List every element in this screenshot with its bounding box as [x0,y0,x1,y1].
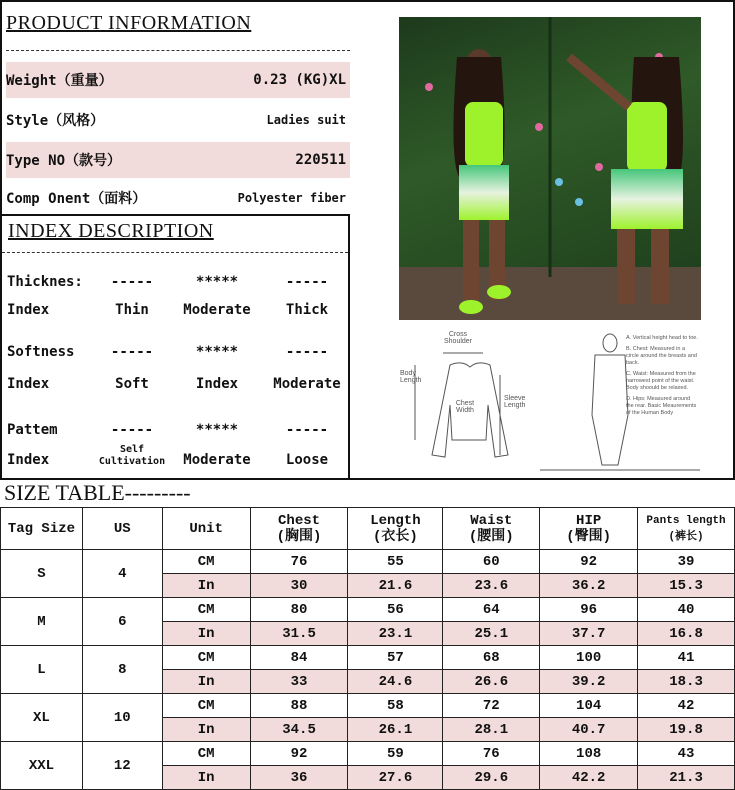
index-row [7,302,347,318]
in-value: 34.5 [250,718,348,742]
cm-value: 92 [540,550,638,574]
cm-value: 72 [443,694,540,718]
column-header: Length (衣长) [348,508,443,550]
index-cell: Self Cultivation [98,444,166,467]
index-cell: ----- [285,344,329,360]
cross-shoulder-label: Cross Shoulder [443,331,473,345]
note-a: A. Vertical height head to toe. [626,335,698,341]
unit-cm: CM [162,742,250,766]
cm-value: 43 [638,742,735,766]
info-value: 0.23 (KG)XL [253,72,346,88]
in-value: 36 [250,766,348,790]
index-cell: ----- [110,344,154,360]
divider [6,50,350,51]
unit-cm: CM [162,550,250,574]
size-table [0,507,735,790]
size-row-cm [1,742,735,766]
in-value: 26.1 [348,718,443,742]
in-value: 42.2 [540,766,638,790]
cm-value: 64 [443,598,540,622]
in-value: 21.6 [348,574,443,598]
sleeve-length-label: Sleeve Length [504,395,526,409]
index-cell: Moderate [183,302,251,318]
note-d: D. Hips: Measured around the rear. Basic Meaurements of the Human Body [626,396,697,416]
index-cell: Index [195,376,239,392]
index-cell: ----- [285,422,329,438]
column-header: Chest (胸围) [250,508,348,550]
in-value: 39.2 [540,670,638,694]
info-value: 220511 [295,152,346,168]
note-c: C. Waist: Measured from the narrowest point of the waist. Body shoould be relaxed. [626,371,696,391]
index-cell: ----- [110,422,154,438]
in-value: 25.1 [443,622,540,646]
column-header: Unit [162,508,250,550]
tag-size: M [1,598,83,646]
in-value: 23.1 [348,622,443,646]
index-cell: ***** [195,422,239,438]
cm-value: 92 [250,742,348,766]
column-header: Waist (腰围) [443,508,540,550]
column-header: Pants length (裤长) [638,508,735,550]
in-value: 36.2 [540,574,638,598]
in-value: 23.6 [443,574,540,598]
divider [2,252,348,253]
us-size: 12 [82,742,162,790]
body-length-label: Body Length [400,370,422,384]
cm-value: 76 [443,742,540,766]
index-cell: Softness [7,344,75,360]
product-info-row [6,180,350,216]
product-info-row [6,142,350,178]
in-value: 24.6 [348,670,443,694]
unit-in: In [162,670,250,694]
in-value: 18.3 [638,670,735,694]
unit-in: In [162,622,250,646]
index-cell: Pattem [7,422,58,438]
column-header: US [82,508,162,550]
us-size: 10 [82,694,162,742]
tag-size: XL [1,694,83,742]
chest-width-label: Chest Width [455,400,475,414]
info-value: Ladies suit [266,113,346,127]
unit-in: In [162,718,250,742]
size-table-title: SIZE TABLE--------- [4,480,191,505]
index-row [7,422,347,438]
cm-value: 56 [348,598,443,622]
cm-value: 100 [540,646,638,670]
in-value: 31.5 [250,622,348,646]
cm-value: 40 [638,598,735,622]
index-cell: Loose [285,452,329,468]
tag-size: S [1,550,83,598]
index-row [7,274,347,290]
product-info-row [6,102,350,138]
in-value: 27.6 [348,766,443,790]
in-value: 37.7 [540,622,638,646]
index-cell: ----- [110,274,154,290]
us-size: 4 [82,550,162,598]
cm-value: 104 [540,694,638,718]
measurement-notes [626,335,698,417]
index-cell: Moderate [183,452,251,468]
index-cell: Thick [285,302,329,318]
product-photo [399,17,701,320]
unit-cm: CM [162,598,250,622]
in-value: 29.6 [443,766,540,790]
size-row-cm [1,694,735,718]
cm-value: 59 [348,742,443,766]
column-header: Tag Size [1,508,83,550]
index-cell: ***** [195,344,239,360]
index-cell: Index [7,302,50,318]
info-label: Type NO（款号） [6,153,122,169]
in-value: 21.3 [638,766,735,790]
in-value: 40.7 [540,718,638,742]
size-row-cm [1,646,735,670]
cm-value: 60 [443,550,540,574]
measurement-diagram [400,325,700,477]
cm-value: 58 [348,694,443,718]
cm-value: 57 [348,646,443,670]
size-row-cm [1,550,735,574]
index-cell: Index [7,376,50,392]
size-row-cm [1,598,735,622]
unit-in: In [162,766,250,790]
in-value: 30 [250,574,348,598]
cm-value: 96 [540,598,638,622]
index-description [0,214,350,480]
in-value: 26.6 [443,670,540,694]
index-cell: ----- [285,274,329,290]
unit-cm: CM [162,694,250,718]
info-label: Style（风格） [6,113,105,129]
product-info-title: PRODUCT INFORMATION [6,12,252,34]
in-value: 28.1 [443,718,540,742]
info-value: Polyester fiber [237,191,346,205]
index-cell: Thicknes: [7,274,83,290]
in-value: 15.3 [638,574,735,598]
index-cell: Moderate [273,376,341,392]
index-row [7,444,347,468]
cm-value: 55 [348,550,443,574]
index-title: INDEX DESCRIPTION [8,220,214,242]
cm-value: 108 [540,742,638,766]
cm-value: 76 [250,550,348,574]
cm-value: 42 [638,694,735,718]
cm-value: 84 [250,646,348,670]
product-info-row [6,62,350,98]
index-cell: ***** [195,274,239,290]
tag-size: XXL [1,742,83,790]
model-photo-illustration [399,17,701,320]
index-cell: Index [7,452,50,468]
index-row [7,344,347,360]
in-value: 16.8 [638,622,735,646]
unit-cm: CM [162,646,250,670]
cm-value: 88 [250,694,348,718]
cm-value: 41 [638,646,735,670]
tag-size: L [1,646,83,694]
index-row [7,376,347,392]
info-label: Weight（重量） [6,73,113,89]
cm-value: 80 [250,598,348,622]
cm-value: 39 [638,550,735,574]
index-cell: Thin [115,302,149,318]
us-size: 8 [82,646,162,694]
column-header: HIP (臀围) [540,508,638,550]
index-cell: Soft [115,376,149,392]
us-size: 6 [82,598,162,646]
unit-in: In [162,574,250,598]
info-label: Comp Onent（面料） [6,191,147,207]
product-information [2,2,350,214]
note-b: B. Chest: Measured in a circle around the breasts and back. [626,346,697,366]
in-value: 33 [250,670,348,694]
in-value: 19.8 [638,718,735,742]
cm-value: 68 [443,646,540,670]
